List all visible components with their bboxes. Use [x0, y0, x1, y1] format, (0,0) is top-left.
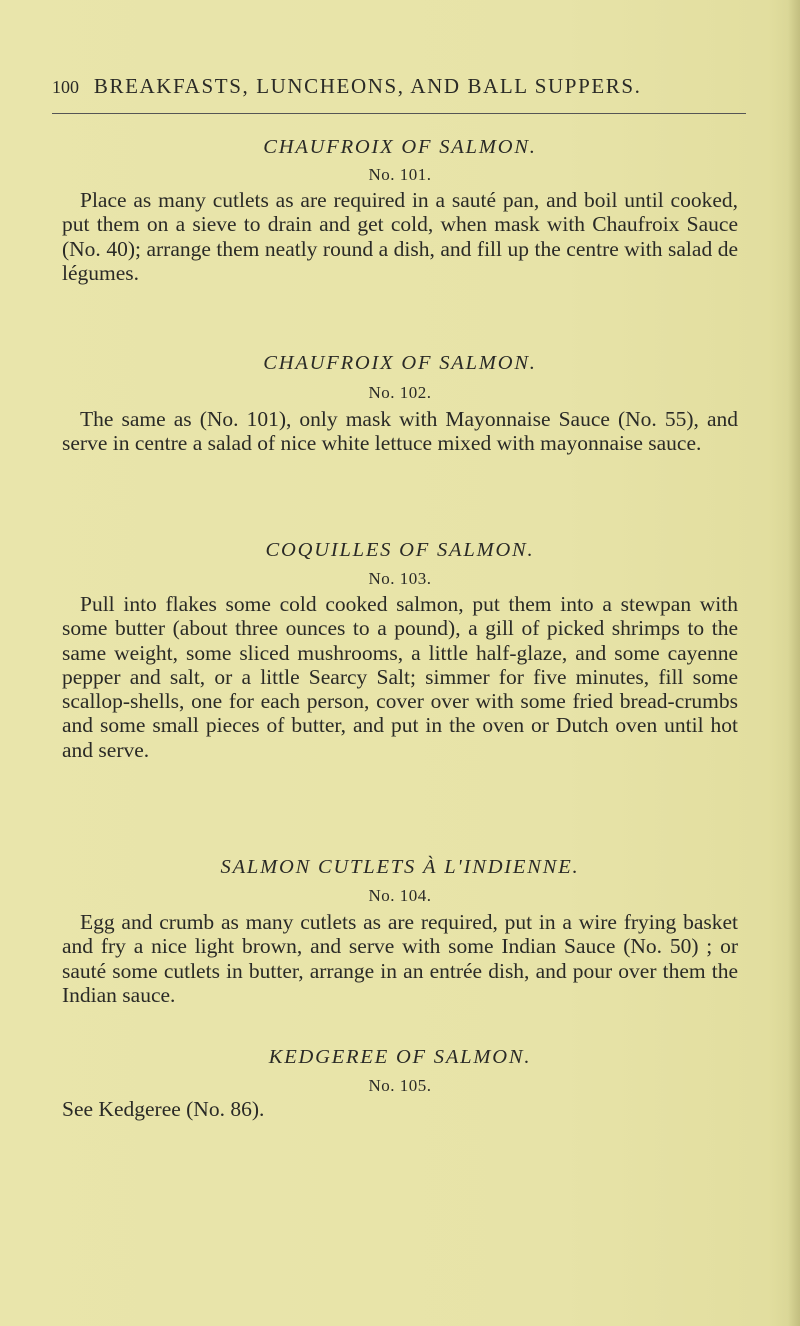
header-rule	[52, 113, 746, 114]
recipe-number: No. 104.	[368, 886, 432, 905]
recipe-text: See Kedgeree (No. 86).	[62, 1097, 265, 1121]
recipe-title: SALMON CUTLETS À L'INDIENNE.	[220, 856, 580, 878]
recipe-text: Egg and crumb as many cutlets as are required, put in a wire frying basket and fry a nice light brown, and serve with some Indian Sauce (No. 50) ; or sauté some cutlets in butter, arrange in an entrée dish, and pour over them the Indian sauce.	[62, 910, 738, 1007]
recipe-number: No. 102.	[368, 383, 432, 402]
recipe-title: KEDGEREE OF SALMON.	[268, 1046, 532, 1068]
recipe-number: No. 105.	[368, 1076, 432, 1095]
running-header	[52, 74, 752, 99]
recipe-number: No. 103.	[368, 569, 432, 588]
running-title: BREAKFASTS, LUNCHEONS, AND BALL SUPPERS.	[93, 74, 642, 98]
recipe-text: Pull into flakes some cold cooked salmon, put them into a stewpan with some butter (about three ounces to a pound), a gill of picked shrimps to the same weight, some sliced mushrooms, a little half-glaze, and some cayenne pepper and salt, or a little Searcy Salt; simmer for five minutes, fill some scallop-shells, one for each person, cover over with some fried bread-crumbs and some small pieces of butter, and put in the oven or Dutch oven until hot and serve.	[62, 592, 738, 762]
recipe-text: Place as many cutlets as are required in a sauté pan, and boil until cooked, put them on a sieve to drain and get cold, when mask with Chaufroix Sauce (No. 40); arrange them neatly round a dish, and fill up the centre with salad de légumes.	[62, 188, 738, 285]
recipe-title: CHAUFROIX OF SALMON.	[263, 136, 537, 158]
recipe-text: The same as (No. 101), only mask with Mayonnaise Sauce (No. 55), and serve in centre a salad of nice white lettuce mixed with mayonnaise sauce.	[62, 407, 738, 456]
page-edge	[788, 0, 800, 1326]
page-number: 100	[52, 77, 79, 97]
recipe-title: COQUILLES OF SALMON.	[265, 539, 535, 561]
recipe-title: CHAUFROIX OF SALMON.	[263, 352, 537, 374]
recipe-number: No. 101.	[368, 165, 432, 184]
